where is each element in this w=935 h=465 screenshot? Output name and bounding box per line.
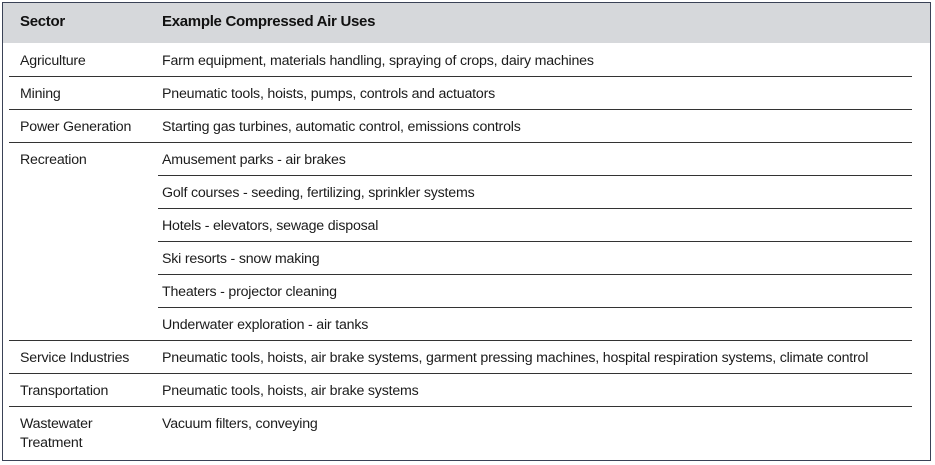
header-sector: Sector <box>20 13 65 30</box>
use-cell: Underwater exploration - air tanks <box>162 317 369 333</box>
table-row <box>3 109 930 142</box>
table-row <box>3 43 930 76</box>
sector-cell: Power Generation <box>20 119 132 135</box>
use-cell: Farm equipment, materials handling, spraying of crops, dairy machines <box>162 53 594 69</box>
compressed-air-uses-table <box>2 2 931 461</box>
table-row <box>3 175 930 208</box>
table-row <box>3 208 930 241</box>
header-uses: Example Compressed Air Uses <box>162 13 376 30</box>
sector-line-2: Treatment <box>20 435 83 451</box>
use-cell: Pneumatic tools, hoists, air brake systems, garment pressing machines, hospital respiration systems, climate control <box>162 350 869 366</box>
sector-cell: Recreation <box>20 152 87 168</box>
table-row <box>3 241 930 274</box>
sector-line-1: Wastewater <box>20 416 93 432</box>
sector-cell: Agriculture <box>20 53 86 69</box>
use-cell: Pneumatic tools, hoists, air brake systems <box>162 383 419 399</box>
use-cell: Ski resorts - snow making <box>162 251 320 267</box>
sector-cell: Mining <box>20 86 61 102</box>
table-row <box>3 340 930 373</box>
table-row <box>3 307 930 340</box>
use-cell: Hotels - elevators, sewage disposal <box>162 218 379 234</box>
table-row <box>3 406 930 461</box>
use-cell: Theaters - projector cleaning <box>162 284 337 300</box>
use-cell: Pneumatic tools, hoists, pumps, controls and actuators <box>162 86 496 102</box>
table-row <box>3 373 930 406</box>
table-row <box>3 274 930 307</box>
table-row <box>3 76 930 109</box>
sector-cell: Transportation <box>20 383 109 399</box>
table-header <box>3 3 930 43</box>
use-cell: Amusement parks - air brakes <box>162 152 346 168</box>
table-row <box>3 142 930 175</box>
use-cell: Starting gas turbines, automatic control, emissions controls <box>162 119 521 135</box>
use-cell: Golf courses - seeding, fertilizing, sprinkler systems <box>162 185 475 201</box>
use-cell: Vacuum filters, conveying <box>162 416 318 432</box>
sector-cell: Service Industries <box>20 350 130 366</box>
sector-cell <box>20 415 92 453</box>
